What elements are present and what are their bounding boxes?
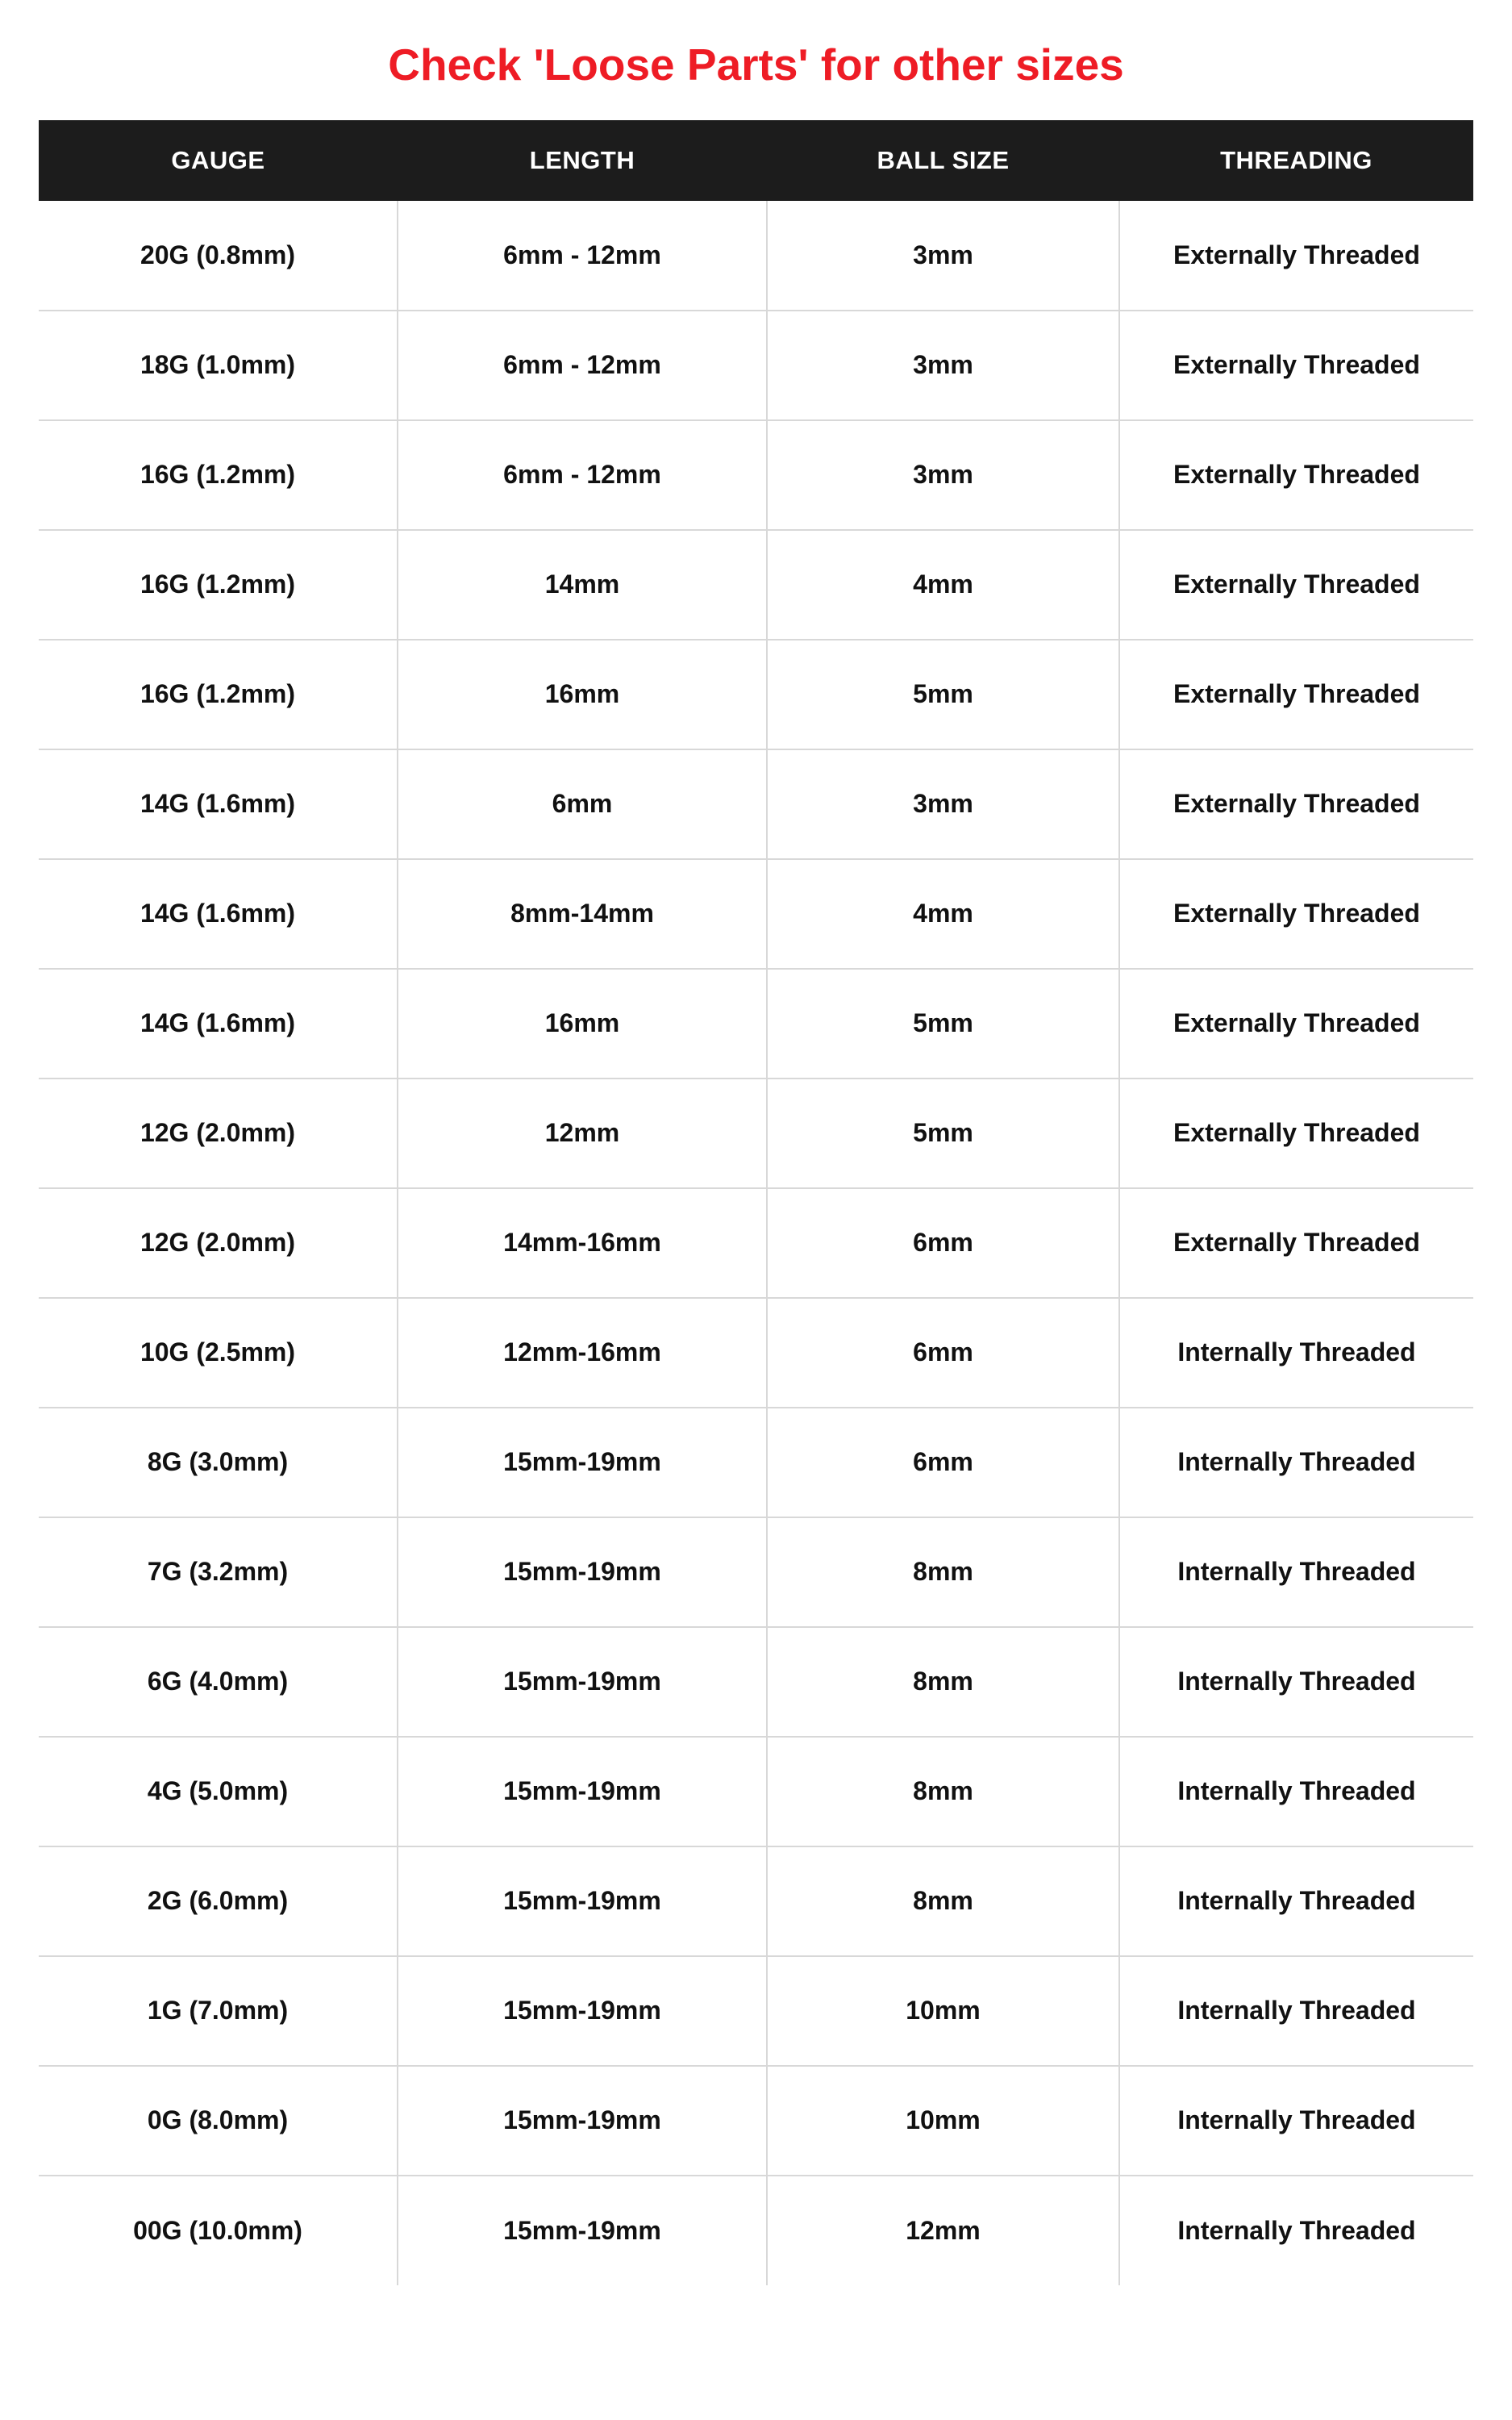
table-row [39, 1188, 1473, 1298]
cell-threading: Externally Threaded [1119, 640, 1473, 749]
cell-threading: Externally Threaded [1119, 749, 1473, 859]
table-row [39, 1737, 1473, 1846]
cell-length: 15mm-19mm [398, 1956, 767, 2066]
cell-gauge: 6G (4.0mm) [39, 1627, 398, 1737]
cell-ball-size: 4mm [767, 530, 1119, 640]
cell-gauge: 10G (2.5mm) [39, 1298, 398, 1408]
cell-threading: Internally Threaded [1177, 2215, 1416, 2245]
cell-ball-size: 5mm [767, 1079, 1119, 1188]
cell-ball-size: 3mm [767, 201, 1119, 311]
cell-gauge: 16G (1.2mm) [39, 530, 398, 640]
cell-threading: Internally Threaded [1119, 1627, 1473, 1737]
cell-threading: Internally Threaded [1119, 1956, 1473, 2066]
cell-threading: Internally Threaded [1119, 1737, 1473, 1846]
cell-threading: Internally Threaded [1119, 1846, 1473, 1956]
cell-gauge: 16G (1.2mm) [39, 640, 398, 749]
table-row [39, 530, 1473, 640]
page-title: Check 'Loose Parts' for other sizes [388, 40, 1124, 90]
cell-threading: Externally Threaded [1119, 1188, 1473, 1298]
cell-gauge: 00G (10.0mm) [39, 2176, 398, 2285]
table-row [39, 1408, 1473, 1517]
table-row [39, 1846, 1473, 1956]
cell-gauge: 14G (1.6mm) [39, 859, 398, 969]
cell-length: 14mm-16mm [398, 1188, 767, 1298]
cell-ball-size: 6mm [767, 1408, 1119, 1517]
cell-gauge: 0G (8.0mm) [39, 2066, 398, 2176]
table-row [39, 1627, 1473, 1737]
cell-gauge: 1G (7.0mm) [39, 1956, 398, 2066]
table-row [39, 1298, 1473, 1408]
cell-gauge: 2G (6.0mm) [39, 1846, 398, 1956]
cell-gauge: 18G (1.0mm) [39, 311, 398, 420]
cell-ball-size: 5mm [767, 640, 1119, 749]
cell-ball-size: 8mm [767, 1737, 1119, 1846]
cell-ball-size: 3mm [767, 311, 1119, 420]
cell-length: 15mm-19mm [398, 1627, 767, 1737]
cell-ball-size: 3mm [767, 420, 1119, 530]
cell-threading: Internally Threaded [1119, 1517, 1473, 1627]
cell-length: 6mm - 12mm [398, 311, 767, 420]
table-header [39, 120, 1473, 201]
column-header-length: LENGTH [398, 120, 767, 201]
table-row [39, 749, 1473, 859]
cell-length: 15mm-19mm [398, 1737, 767, 1846]
size-table [39, 120, 1473, 2285]
table-body [39, 201, 1473, 2285]
cell-length: 15mm-19mm [398, 1517, 767, 1627]
cell-ball-size: 5mm [767, 969, 1119, 1079]
table-row [39, 1956, 1473, 2066]
cell-gauge: 12G (2.0mm) [39, 1079, 398, 1188]
table-row [39, 1079, 1473, 1188]
size-table-container [39, 120, 1473, 2285]
cell-length: 12mm-16mm [398, 1298, 767, 1408]
cell-length: 15mm-19mm [398, 2176, 767, 2285]
cell-gauge: 7G (3.2mm) [39, 1517, 398, 1627]
cell-length: 14mm [398, 530, 767, 640]
table-header-row [39, 120, 1473, 201]
cell-threading: Externally Threaded [1119, 530, 1473, 640]
cell-gauge: 20G (0.8mm) [39, 201, 398, 311]
cell-length: 16mm [398, 969, 767, 1079]
cell-threading: Internally Threaded [1119, 2066, 1473, 2176]
cell-ball-size: 8mm [767, 1517, 1119, 1627]
cell-threading: Externally Threaded [1119, 420, 1473, 530]
table-row [39, 2176, 1473, 2285]
table-row [39, 201, 1473, 311]
column-header-threading: THREADING [1119, 120, 1473, 201]
cell-length: 15mm-19mm [398, 1846, 767, 1956]
cell-length: 8mm-14mm [398, 859, 767, 969]
table-row [39, 420, 1473, 530]
cell-gauge: 8G (3.0mm) [39, 1408, 398, 1517]
cell-ball-size: 6mm [767, 1298, 1119, 1408]
cell-gauge: 14G (1.6mm) [39, 969, 398, 1079]
cell-ball-size: 10mm [767, 2066, 1119, 2176]
cell-length: 15mm-19mm [398, 2066, 767, 2176]
cell-ball-size: 12mm [767, 2176, 1119, 2285]
cell-threading: Externally Threaded [1119, 311, 1473, 420]
cell-gauge: 4G (5.0mm) [39, 1737, 398, 1846]
table-row [39, 859, 1473, 969]
table-row [39, 2066, 1473, 2176]
cell-length: 16mm [398, 640, 767, 749]
cell-ball-size: 3mm [767, 749, 1119, 859]
cell-ball-size: 6mm [767, 1188, 1119, 1298]
cell-threading: Externally Threaded [1119, 969, 1473, 1079]
cell-ball-size: 8mm [767, 1846, 1119, 1956]
cell-ball-size: 8mm [767, 1627, 1119, 1737]
cell-length: 6mm [398, 749, 767, 859]
cell-length: 15mm-19mm [398, 1408, 767, 1517]
cell-ball-size: 4mm [767, 859, 1119, 969]
cell-ball-size: 10mm [767, 1956, 1119, 2066]
table-row [39, 640, 1473, 749]
cell-length: 12mm [398, 1079, 767, 1188]
cell-gauge: 14G (1.6mm) [39, 749, 398, 859]
cell-threading: Internally Threaded [1119, 1298, 1473, 1408]
cell-length: 6mm - 12mm [398, 201, 767, 311]
cell-gauge: 16G (1.2mm) [39, 420, 398, 530]
cell-threading: Internally Threaded [1119, 1408, 1473, 1517]
cell-threading: Externally Threaded [1119, 859, 1473, 969]
cell-threading: Externally Threaded [1119, 1079, 1473, 1188]
table-row [39, 311, 1473, 420]
column-header-gauge: GAUGE [39, 120, 398, 201]
cell-length: 6mm - 12mm [398, 420, 767, 530]
cell-threading: Externally Threaded [1119, 201, 1473, 311]
table-row [39, 1517, 1473, 1627]
cell-gauge: 12G (2.0mm) [39, 1188, 398, 1298]
table-row [39, 969, 1473, 1079]
column-header-ball-size: BALL SIZE [767, 120, 1119, 201]
